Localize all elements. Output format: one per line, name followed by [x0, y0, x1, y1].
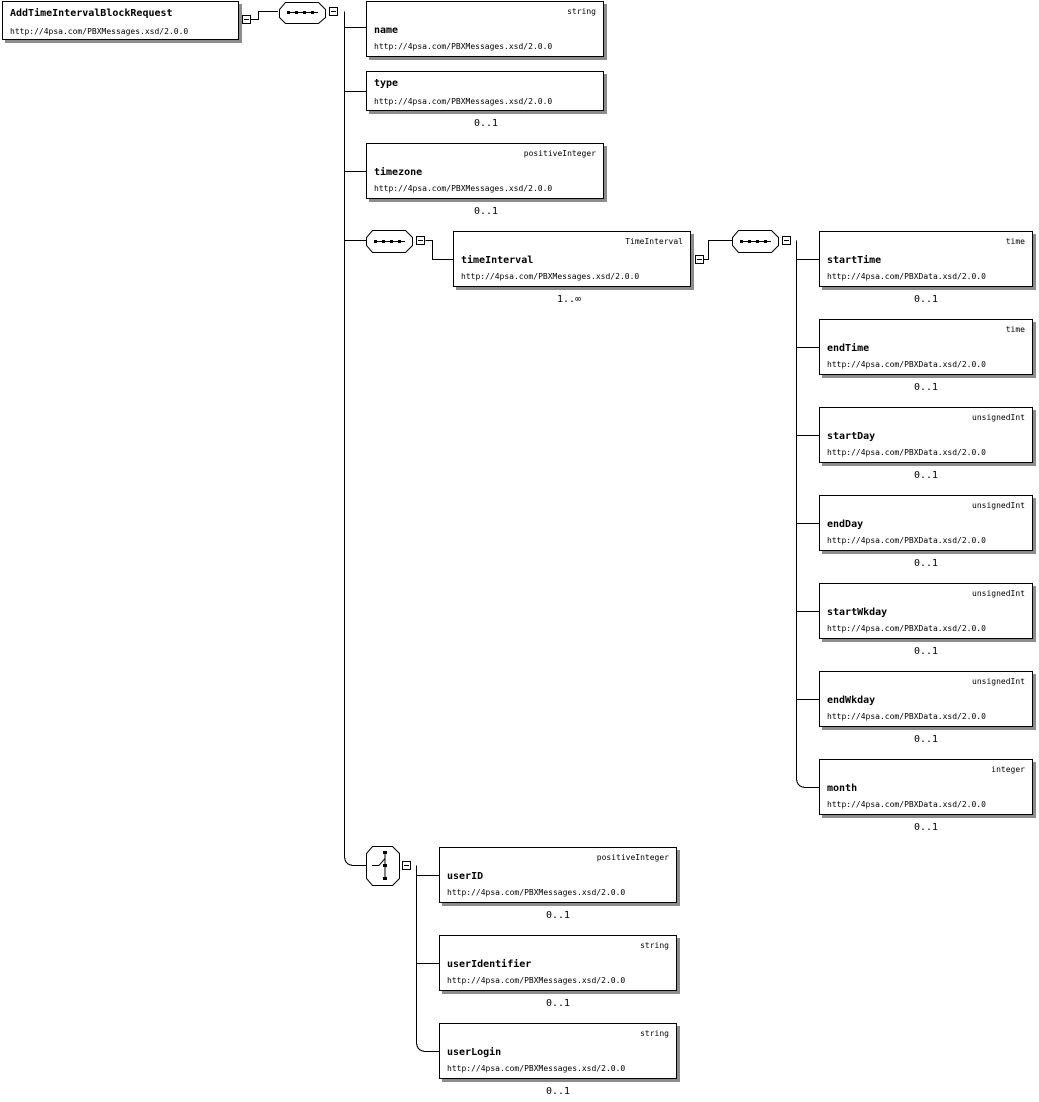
cardinality-label: 0..1 [914, 470, 939, 481]
element-name: endDay [827, 519, 864, 530]
element-name: startDay [827, 431, 876, 442]
element-endday[interactable] [819, 495, 1033, 551]
element-startday[interactable] [819, 407, 1033, 463]
cardinality-label: 0..1 [474, 206, 499, 217]
cardinality-label: 0..1 [546, 998, 571, 1009]
element-namespace: http://4psa.com/PBXMessages.xsd/2.0.0 [447, 888, 626, 897]
collapse-toggle[interactable] [402, 861, 411, 870]
element-namespace: http://4psa.com/PBXData.xsd/2.0.0 [827, 712, 986, 721]
element-type: time [1005, 325, 1025, 334]
element-timezone[interactable] [366, 143, 604, 199]
cardinality-label: 0..1 [914, 558, 939, 569]
element-namespace: http://4psa.com/PBXMessages.xsd/2.0.0 [447, 976, 626, 985]
element-userid[interactable] [439, 847, 677, 903]
cardinality-label: 0..1 [474, 118, 499, 129]
element-type: unsignedInt [972, 413, 1025, 422]
element-name: timeInterval [461, 255, 534, 266]
sequence-compositor-icon[interactable] [733, 231, 779, 253]
element-namespace: http://4psa.com/PBXMessages.xsd/2.0.0 [374, 42, 553, 51]
element-month[interactable] [819, 759, 1033, 815]
cardinality-label: 0..1 [546, 1086, 571, 1097]
element-type: positiveInteger [596, 853, 669, 862]
element-namespace: http://4psa.com/PBXMessages.xsd/2.0.0 [447, 1064, 626, 1073]
element-namespace: http://4psa.com/PBXData.xsd/2.0.0 [827, 448, 986, 457]
element-namespace: http://4psa.com/PBXMessages.xsd/2.0.0 [374, 97, 553, 106]
element-timeinterval[interactable] [453, 231, 691, 287]
element-endwkday[interactable] [819, 671, 1033, 727]
element-type: TimeInterval [625, 237, 683, 246]
cardinality-label: 1..∞ [557, 294, 582, 305]
element-type: time [1005, 237, 1025, 246]
element-name: startWkday [827, 607, 888, 618]
element-startwkday[interactable] [819, 583, 1033, 639]
element-type: string [640, 941, 669, 950]
collapse-toggle[interactable] [416, 236, 425, 245]
cardinality-label: 0..1 [914, 382, 939, 393]
element-type: positiveInteger [523, 149, 596, 158]
cardinality-label: 0..1 [914, 822, 939, 833]
element-endtime[interactable] [819, 319, 1033, 375]
collapse-toggle[interactable] [782, 236, 791, 245]
element-namespace: http://4psa.com/PBXMessages.xsd/2.0.0 [461, 272, 640, 281]
cardinality-label: 0..1 [914, 294, 939, 305]
element-name: month [827, 783, 858, 794]
cardinality-label: 0..1 [546, 910, 571, 921]
element-namespace: http://4psa.com/PBXData.xsd/2.0.0 [827, 360, 986, 369]
element-namespace: http://4psa.com/PBXData.xsd/2.0.0 [827, 800, 986, 809]
element-name-field[interactable] [366, 1, 604, 57]
element-name: timezone [374, 167, 423, 178]
collapse-toggle[interactable] [242, 15, 251, 24]
element-name: AddTimeIntervalBlockRequest [10, 8, 173, 19]
element-name: type [374, 78, 399, 89]
element-type: string [567, 7, 596, 16]
element-type: unsignedInt [972, 677, 1025, 686]
element-type: unsignedInt [972, 501, 1025, 510]
element-name: userID [447, 871, 484, 882]
element-namespace: http://4psa.com/PBXData.xsd/2.0.0 [827, 536, 986, 545]
element-namespace: http://4psa.com/PBXData.xsd/2.0.0 [827, 272, 986, 281]
element-userlogin[interactable] [439, 1023, 677, 1079]
choice-compositor-icon[interactable] [367, 847, 400, 886]
element-name: endWkday [827, 695, 876, 706]
element-namespace: http://4psa.com/PBXMessages.xsd/2.0.0 [374, 184, 553, 193]
element-name: userLogin [447, 1047, 502, 1058]
element-name: endTime [827, 343, 870, 354]
element-namespace: http://4psa.com/PBXMessages.xsd/2.0.0 [10, 27, 189, 36]
element-useridentifier[interactable] [439, 935, 677, 991]
element-type-field[interactable] [366, 71, 604, 111]
cardinality-label: 0..1 [914, 646, 939, 657]
sequence-compositor-icon[interactable] [367, 231, 413, 253]
element-type: unsignedInt [972, 589, 1025, 598]
element-name: startTime [827, 255, 882, 266]
element-name: userIdentifier [447, 959, 532, 970]
collapse-toggle[interactable] [695, 255, 704, 264]
collapse-toggle[interactable] [329, 7, 338, 16]
root-element-addtimeintervalblockrequest[interactable] [2, 1, 239, 40]
cardinality-label: 0..1 [914, 734, 939, 745]
sequence-compositor-icon[interactable] [280, 3, 326, 24]
element-name: name [374, 25, 399, 36]
element-starttime[interactable] [819, 231, 1033, 287]
element-type: string [640, 1029, 669, 1038]
element-type: integer [991, 765, 1025, 774]
element-namespace: http://4psa.com/PBXData.xsd/2.0.0 [827, 624, 986, 633]
